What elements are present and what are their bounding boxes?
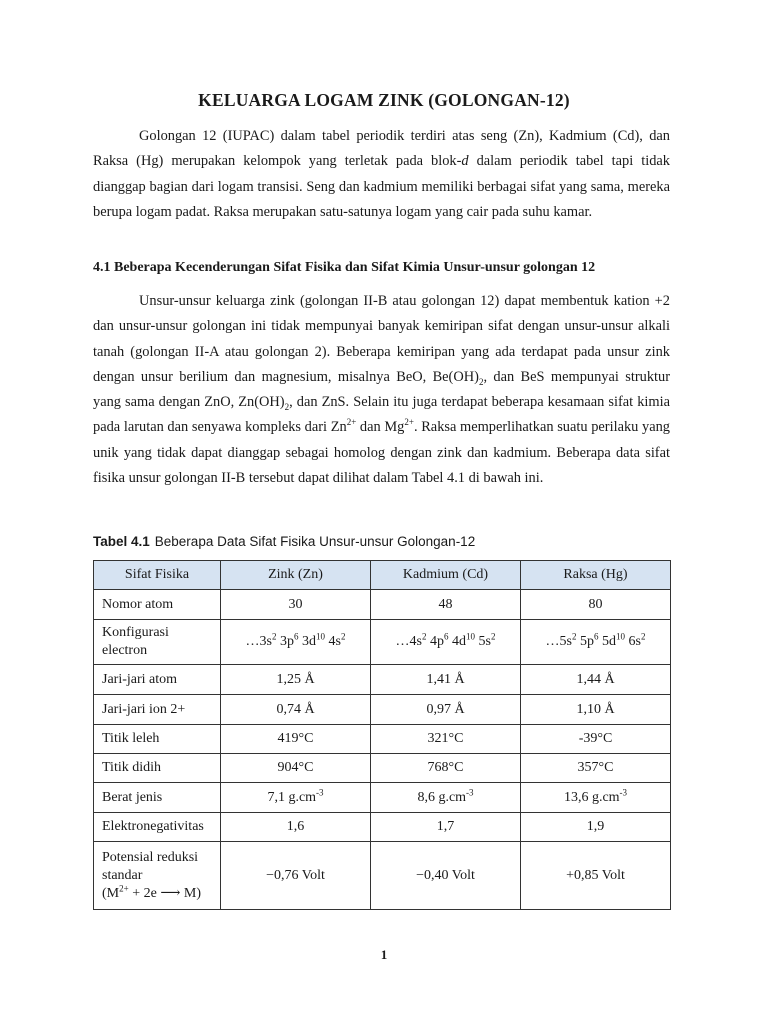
superscript: -3 — [466, 786, 474, 797]
value-cell: 1,44 Å — [521, 665, 671, 695]
reaction-part: + 2e ⟶ M) — [128, 885, 201, 901]
value-cell: 1,9 — [521, 813, 671, 842]
table-caption — [93, 534, 475, 549]
value-cell: 30 — [221, 590, 371, 620]
table-header-row — [94, 561, 671, 590]
density-value: 13,6 g.cm — [563, 789, 620, 805]
config-part: 5s — [475, 634, 491, 649]
superscript: 2 — [422, 631, 427, 642]
section-heading: 4.1 Beberapa Kecenderungan Sifat Fisika dan Sifat Kimia Unsur-unsur golongan 12 — [93, 260, 596, 275]
property-label — [94, 842, 221, 910]
value-cell: −0,40 Volt — [371, 842, 521, 910]
value-cell: 1,10 Å — [521, 695, 671, 725]
value-cell: 904°C — [221, 754, 371, 783]
page-title: KELUARGA LOGAM ZINK (GOLONGAN-12) — [198, 90, 570, 110]
subscript: 2 — [284, 402, 290, 413]
config-part: 4p — [426, 634, 444, 649]
value-cell — [521, 620, 671, 665]
subscript: 2 — [478, 376, 484, 387]
config-part: …5s — [545, 634, 572, 649]
table-row — [94, 695, 671, 725]
page-number: 1 — [380, 947, 388, 962]
property-label: Titik didih — [94, 754, 221, 783]
value-cell: 1,6 — [221, 813, 371, 842]
properties-table — [93, 560, 671, 910]
header-cell: Sifat Fisika — [94, 561, 221, 590]
table-row — [94, 665, 671, 695]
value-cell: 0,74 Å — [221, 695, 371, 725]
body-text-5: . Raksa memperlihatkan suatu perilaku yang unik yang tidak dapat dianggap sebagai homolog dengan zink dan kadmium. Beberapa data sifat fisika unsur golongan II-B tersebut dapat dilihat dalam Tabel 4.1 di bawah ini. — [93, 419, 670, 487]
table-row — [94, 783, 671, 813]
body-paragraph — [93, 289, 670, 491]
superscript: 2+ — [346, 417, 357, 428]
config-part: …4s — [395, 634, 422, 649]
intro-text-1: Golongan 12 (IUPAC) dalam tabel periodik terdiri atas seng (Zn), Kadmium (Cd), dan Raksa (Hg) merupakan kelompok yang terletak pada blok- — [93, 128, 670, 170]
density-value: 7,1 g.cm — [267, 789, 317, 805]
table-row — [94, 620, 671, 665]
superscript: 2 — [572, 631, 577, 642]
value-cell: 321°C — [371, 725, 521, 754]
property-label: Elektronegativitas — [94, 813, 221, 842]
config-part: 4d — [448, 634, 466, 649]
superscript: 10 — [316, 631, 325, 642]
table-row — [94, 842, 671, 910]
intro-paragraph — [93, 124, 670, 225]
density-value: 8,6 g.cm — [417, 789, 467, 805]
superscript: 6 — [294, 631, 299, 642]
property-label: Berat jenis — [94, 783, 221, 813]
value-cell: 1,25 Å — [221, 665, 371, 695]
intro-text-2: dalam periodik tabel tapi tidak dianggap bagian dari logam transisi. Seng dan kadmium memiliki berbagai sifat yang sama, mereka berupa logam padat. Raksa merupakan satu-satunya logam yang cair pada suhu kamar. — [93, 153, 670, 220]
property-label: Titik leleh — [94, 725, 221, 754]
value-cell: +0,85 Volt — [521, 842, 671, 910]
value-cell — [521, 783, 671, 813]
body-text-4: dan Mg — [356, 419, 405, 436]
config-part: 3p — [276, 634, 294, 649]
reaction-part: (M — [102, 885, 120, 901]
property-label: Konfigurasi electron — [94, 620, 221, 665]
config-part: 3d — [298, 634, 316, 649]
potential-label: Potensial reduksi standar — [102, 849, 199, 883]
config-part: …3s — [245, 634, 272, 649]
value-cell: 419°C — [221, 725, 371, 754]
body-text-3: , dan ZnS. Selain itu juga terdapat beberapa kesamaan sifat kimia pada larutan dan senyawa kompleks dari Zn — [93, 394, 670, 436]
value-cell — [371, 783, 521, 813]
property-label: Nomor atom — [94, 590, 221, 620]
value-cell: 357°C — [521, 754, 671, 783]
value-cell: -39°C — [521, 725, 671, 754]
config-part: 4s — [325, 634, 341, 649]
table-row — [94, 590, 671, 620]
value-cell: 48 — [371, 590, 521, 620]
config-part: 5d — [598, 634, 616, 649]
value-cell: 1,7 — [371, 813, 521, 842]
table-row — [94, 813, 671, 842]
intro-italic-d: d — [461, 153, 469, 170]
property-label: Jari-jari atom — [94, 665, 221, 695]
value-cell: 80 — [521, 590, 671, 620]
superscript: -3 — [619, 786, 628, 797]
superscript: 2 — [340, 631, 346, 642]
value-cell: 0,97 Å — [371, 695, 521, 725]
superscript: 10 — [616, 631, 625, 642]
superscript: 2+ — [119, 882, 129, 893]
value-cell — [371, 620, 521, 665]
value-cell: 768°C — [371, 754, 521, 783]
table-caption-text: Beberapa Data Sifat Fisika Unsur-unsur Golongan-12 — [154, 534, 476, 549]
superscript: 6 — [444, 631, 449, 642]
superscript: -3 — [316, 786, 324, 797]
value-cell — [221, 783, 371, 813]
superscript: 2 — [490, 631, 496, 642]
header-cell: Raksa (Hg) — [521, 561, 671, 590]
body-text-2: , dan BeS mempunyai struktur yang sama dengan ZnO, Zn(OH) — [93, 368, 671, 411]
table-caption-label: Tabel 4.1 — [93, 534, 150, 549]
property-label: Jari-jari ion 2+ — [94, 695, 221, 725]
superscript: 2 — [272, 631, 277, 642]
config-part: 5p — [576, 634, 594, 649]
table-row — [94, 725, 671, 754]
superscript: 10 — [466, 631, 475, 642]
superscript: 6 — [594, 631, 599, 642]
value-cell: −0,76 Volt — [221, 842, 371, 910]
superscript: 2+ — [404, 417, 414, 428]
body-text-1: Unsur-unsur keluarga zink (golongan II-B atau golongan 12) dapat membentuk kation +2 dan unsur-unsur golongan ini tidak mempunyai banyak kemiripan sifat dengan unsur-unsur alkali tanah (golongan II-A atau golongan 2). Beberapa kemiripan yang ada terdapat pada unsur zink dengan unsur berilium dan magnesium, misalnya BeO, Be(OH) — [93, 293, 670, 385]
value-cell — [221, 620, 371, 665]
value-cell: 1,41 Å — [371, 665, 521, 695]
header-cell: Zink (Zn) — [221, 561, 371, 590]
header-cell: Kadmium (Cd) — [371, 561, 521, 590]
table-row — [94, 754, 671, 783]
superscript: 2 — [640, 631, 646, 642]
config-part: 6s — [625, 634, 641, 649]
